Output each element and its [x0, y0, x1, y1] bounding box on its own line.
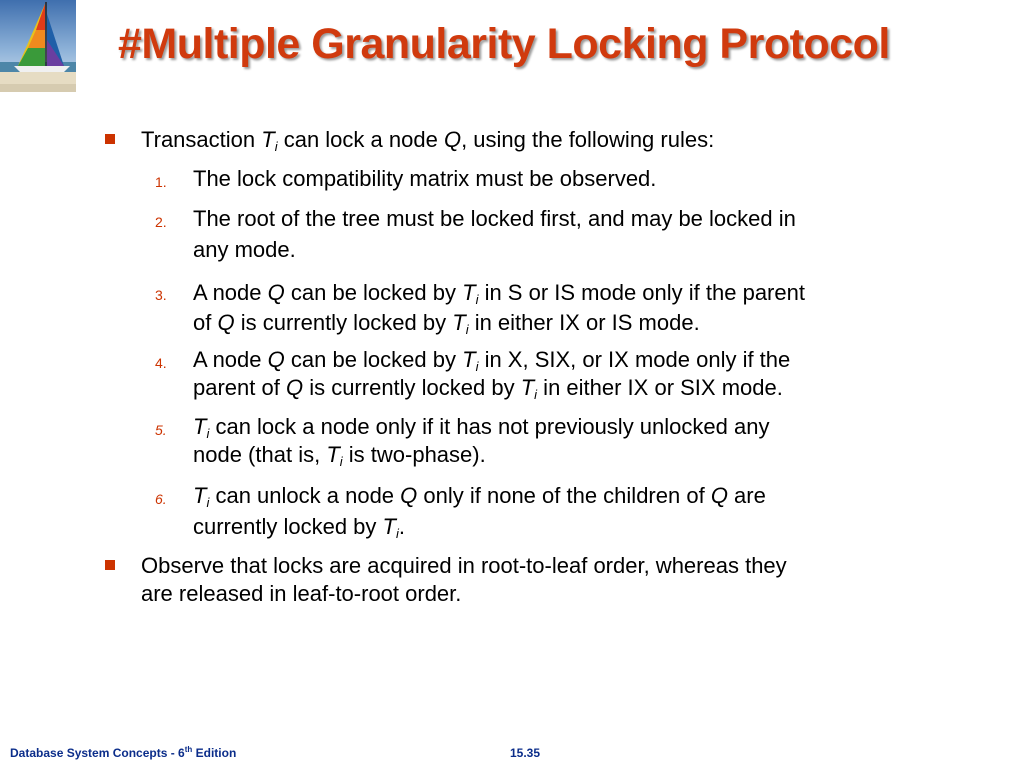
rule-5-text: $T_i$ can lock a node only if it has not previously unlocked any: [193, 414, 770, 441]
bullet-lock-order-cont: are released in leaf-to-root order.: [141, 581, 462, 606]
footer-book-title: Database System Concepts - 6th Edition: [10, 745, 237, 760]
rule-4-text-cont: parent of Q is currently locked by $T_i$ in either IX or SIX mode.: [193, 375, 783, 402]
rule-2-text: The root of the tree must be locked first, and may be locked in: [193, 206, 796, 231]
square-bullet-icon: [105, 134, 115, 144]
square-bullet-icon: [105, 560, 115, 570]
rule-3-text-cont: of Q is currently locked by $T_i$ in either IX or IS mode.: [193, 310, 700, 337]
bullet-transaction-rules: Transaction $T_i$ can lock a node Q, using the following rules:: [141, 127, 715, 154]
bullet-lock-order: Observe that locks are acquired in root-to-leaf order, whereas they: [141, 553, 787, 578]
rule-number: 3.: [155, 287, 167, 303]
rule-5-text-cont: node (that is, $T_i$ is two-phase).: [193, 442, 486, 469]
rule-number: 4.: [155, 355, 167, 371]
slide-title: #Multiple Granularity Locking Protocol: [118, 20, 890, 68]
rule-4-text: A node Q can be locked by $T_i$ in X, SIX, or IX mode only if the: [193, 347, 791, 374]
rule-6-text: $T_i$ can unlock a node Q only if none of the children of Q are: [193, 483, 766, 510]
rule-2-text-cont: any mode.: [193, 237, 296, 262]
rule-1-text: The lock compatibility matrix must be observed.: [193, 166, 657, 191]
rule-number: 6.: [155, 491, 167, 507]
rule-number: 2.: [155, 214, 167, 230]
rule-number: 5.: [155, 422, 167, 438]
rule-6-text-cont: currently locked by $T_i$.: [193, 514, 405, 541]
sailboat-logo-icon: [0, 0, 76, 92]
rule-number: 1.: [155, 174, 167, 190]
footer-page-number: 15.35: [510, 746, 541, 760]
rule-3-text: A node Q can be locked by $T_i$ in S or IS mode only if the parent: [193, 280, 805, 307]
